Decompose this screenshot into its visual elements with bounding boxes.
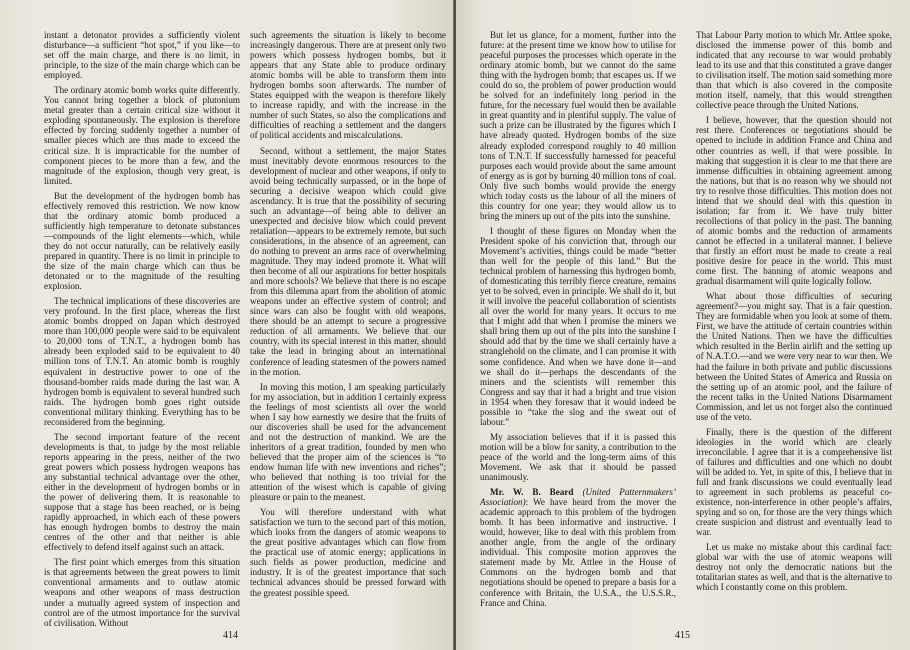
paragraph: The second important feature of the recent developments is that, to judge by the most reliable reports appearing in the press, neither of the two great powers which possess hydrogen weapons has any substantial technical advantage over the other, either in the development of hydrogen bombs or in the power of delivering them. It is reasonable to suppose that a stage has been reached, or is being rapidly approached, in which each of these powers has enough hydrogen bombs to destroy the main centres of the other and that neither is able effectively to defend itself against such an attack. [44,431,240,553]
paragraph: instant a detonator provides a sufficiently violent disturbance—a sufficient “hot spot,” if you like—to set off the main charge, and there is no limit, in principle, to the size of the main charge which can be employed. [44,30,240,81]
speaker-association: (United Patternmakers’ Association) [480,487,677,508]
copyright-watermark: (C) TUC Library Collections [4,3,156,13]
paragraph: But let us glance, for a moment, further into the future: at the present time we know how to utilise for peaceful purposes the processes which operate in the ordinary atomic bomb, but we cannot do the same thing with the hydrogen bomb; that escapes us. If we could do so, the problem of power production would be solved for an indefinitely long period in the future, for the necessary fuel would then be available in great quantity and in plentiful supply. The value of such a prize can be illustrated by the figures which I have already quoted. Hydrogen bombs of the size already exploded correspond roughly to 40 million tons of T.N.T. If successfully harnessed for peaceful purposes each would provide about the same amount of energy as is got by burning 40 million tons of coal. Only five such bombs would provide the energy which today costs us the labour of all the miners of this country for one year; they would allow us to bring the miners up out of the pits into the sunshine. [480,30,676,221]
paragraph: My association believes that if it is passed this motion will be a blow for sanity, a contribution to the peace of the world and the long-term aims of this Movement. We ask that it should be passed unanimously. [480,431,676,483]
paragraph: But the development of the hydrogen bomb has effectively removed this restriction. We now know that the ordinary atomic bomb produced a sufficiently high temperature to detonate substances—compounds of the light elements—which, while they do not occur naturally, can be relatively easily prepared in quantity. There is no limit in principle to the size of the main charge which can thus be detonated or to the magnitude of the resulting explosion. [44,190,240,292]
paragraph: The first point which emerges from this situation is that agreements between the great powers to limit conventional armaments and to outlaw atomic weapons and other weapons of mass destruction under a mutually agreed system of inspection and control are of the utmost importance for the survival of civilisation. Without [44,557,240,628]
paragraph: I believe, however, that the question should not rest there. Conferences or negotiations should be opened to include in addition France and China and other countries as well, if that were possible. In making that suggestion it is clear to me that there are immense difficulties in obtaining agreement among the nations, but that is no reason why we should not try to resolve those difficulties. This motion does not intend that we should deal with this question in isolation; far from it. We have truly bitter recollections of that policy in the past. The banning of atomic bombs and the reduction of armaments cannot be effected in a unilateral manner. I believe that firstly an effort must be made to create a real positive desire for peace in the world. This must come first. The banning of atomic weapons and gradual disarmament will quite logically follow. [696,115,892,287]
right-page-column-1 [480,30,676,620]
paragraph: That Labour Party motion to which Mr. Attlee spoke, disclosed the immense power of this bomb and indicated that any recourse to war would probably lead to its use and that this constituted a grave danger to civilisation itself. The motion said something more than that which is also covered in the composite motion itself, namely, that this would strengthen collective peace through the United Nations. [696,30,892,111]
paragraph: Second, without a settlement, the major States must inevitably devote enormous resources to the development of nuclear and other weapons, if only to avoid being technically surpassed, or in the hope of securing a decisive weapon which could give ascendancy. It is true that the possibility of securing such an advantage—of being able to deliver an unexpected and decisive blow which could prevent retaliation—appears to be extremely remote, but such considerations, in the absence of an agreement, can do nothing to prevent an arms race of overwhelming magnitude. They may indeed promote it. What will then become of all our aspirations for better hospitals and more schools? We believe that there is no escape from this dilemma apart from the abolition of atomic weapons under an effective system of control; and since wars can also be fought with old weapons, there should be an attempt to secure a progressive reduction of all armaments. We believe that our country, with its special interest in this matter, should take the lead in bringing about an international conference of leading statesmen of the powers named in the motion. [250,145,446,377]
paragraph: I thought of these figures on Monday when the President spoke of his conviction that, through our Movement’s activities, things could be made “better than well for the people of this land.” But the technical problem of harnessing this hydrogen bomb, of domesticating this terribly fierce creature, remains yet to be solved, even in principle. We shall do it, but it will involve the peaceful collaboration of scientists all over the world for many years. It occurs to me that I might add that when I promise the miners we shall bring them up out of the pits into the sunshine I should add that by the time we shall certainly have a stranglehold on the climate, and I can promise it with some confidence. And when we have done it—and we shall do it—perhaps the descendants of the miners and the scientists will remember this Congress and say that it had a bright and true vision in 1954 when they foresaw that it would indeed be possible to “take the slog and the sweat out of labour.” [480,225,676,427]
left-page-column-2 [250,30,446,620]
page-number-right: 415 [675,630,690,641]
right-page-column-2 [696,30,892,620]
speaker-text: : We have heard from the mover the academic approach to this problem of the hydrogen bomb. It has been informative and instructive. I would, however, like to deal with this problem from another angle, from the angle of the ordinary individual. This composite motion approves the statement made by Mr. Attlee in the House of Commons on the hydrogen bomb and that negotiations should be opened to prepare a basis for a conference with Britain, the U.S.A., the U.S.S.R., France and China. [480,497,676,608]
paragraph: You will therefore understand with what satisfaction we turn to the second part of this motion, which looks from the dangers of atomic weapons to the great positive advantages which can flow from the practical use of atomic energy; applications in such fields as power production, medicine and industry. It is of the greatest importance that such technical advances should be pressed forward with the greatest possible speed. [250,507,446,598]
speaker-name: Mr. W. B. Beard [490,487,574,498]
page-number-left: 414 [223,630,238,641]
speaker-paragraph [480,487,676,608]
paragraph: The technical implications of these discoveries are very profound. In the first place, whereas the first atomic bombs dropped on Japan which destroyed more than 100,000 people were said to be equivalent to 20,000 tons of T.N.T., a hydrogen bomb has already been exploded said to be equivalent to 40 million tons of T.N.T. An atomic bomb is roughly equivalent in destructive power to one of the thousand-bomber raids made during the last war. A hydrogen bomb is equivalent to several hundred such raids. The hydrogen bomb goes right outside conventional military thinking. Everything has to be reconsidered from the beginning. [44,296,240,427]
right-page [456,0,910,650]
paragraph: Finally, there is the question of the different ideologies in the world which are clearly irreconcilable. I agree that it is a comprehensive list of failures and difficulties and one which no doubt will be added to. Yet, in spite of this, I believe that in full and frank discussions we could eventually lead to agreement in such problems as peaceful co-existence, non-interference in other people’s affairs, spying and so on, for those are the very things which create suspicion and distrust and eventually lead to war. [696,426,892,538]
paragraph: In moving this motion, I am speaking particularly for my association, but in addition I certainly express the feelings of most scientists all over the world when I say how earnestly we desire that the fruits of our discoveries shall be used for the advancement and not the destruction of mankind. We are the inheritors of a great tradition, founded by men who believed that the proper aim of the sciences is “to endow human life with new inventions and riches”; who believed that nothing is too trivial for the attention of the wisest which is capable of giving pleasure or pain to the meanest. [250,381,446,503]
paragraph: The ordinary atomic bomb works quite differently. You cannot bring together a block of plutonium metal greater than a certain critical size without it exploding spontaneously. The explosion is therefore effected by forcing suddenly together a number of smaller pieces which are thus made to exceed the critical size. It is impracticable for the number of component pieces to be more than a few, and the magnitude of the explosion, though very great, is limited. [44,85,240,186]
paragraph: What about those difficulties of securing agreement?—you might say. That is a fair question. They are formidable when you look at some of them. First, we have the attitude of certain countries within the United Nations. Then we have the difficulties which resulted in the Berlin airlift and the setting up of N.A.T.O.—and we were very near to war then. We had the failure in both private and public discussions between the United States of America and Russia on the setting up of an atomic pool, and the failure of the recent talks in the United Nations Disarmament Commission, and let us not forget also the continued use of the veto. [696,291,892,422]
left-page-column-1 [44,30,240,628]
paragraph: Let us make no mistake about this cardinal fact: global war with the use of atomic weapons will destroy not only the democratic nations but the totalitarian states as well, and that is the alternative to which I constantly come on this problem. [696,542,892,593]
paragraph: such agreements the situation is likely to become increasingly dangerous. There are at present only two powers which possess hydrogen bombs, but it appears that any State able to produce ordinary atomic bombs will be able to transform them into hydrogen bombs soon afterwards. The number of States equipped with the weapon is therefore likely to increase rapidly, and with the increase in the number of such States, so also the complications and difficulties of reaching a settlement and the dangers of political accidents and miscalculations. [250,30,446,141]
